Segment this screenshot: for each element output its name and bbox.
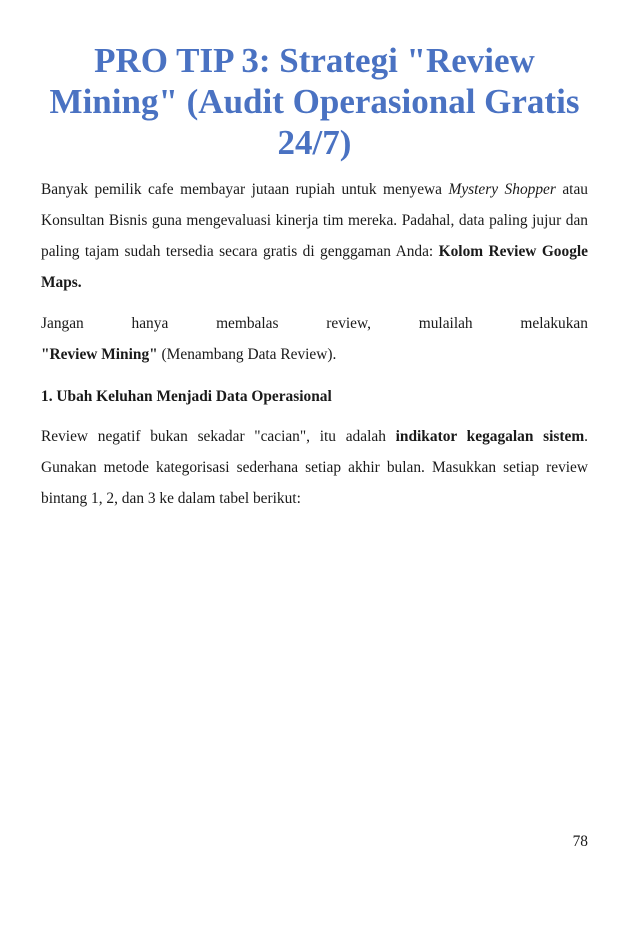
intro-text-middle: atau Konsultan Bisnis guna mengevaluasi kinerja tim mereka. Padahal, data paling jujur dan paling tajam sudah tersedia secara gratis di genggaman Anda:	[41, 181, 588, 260]
page-number: 78	[572, 833, 588, 850]
review-mining-term: "Review Mining"	[41, 346, 158, 363]
word: melakukan	[520, 315, 588, 332]
system-failure-indicator-emphasis: indikator kegagalan sistem	[395, 428, 585, 445]
intro-paragraph	[41, 174, 588, 298]
word: hanya	[131, 315, 169, 332]
complaint-data-paragraph	[41, 421, 588, 514]
section-heading: 1. Ubah Keluhan Menjadi Data Operasional	[41, 388, 332, 405]
review-mining-text-end: (Menambang Data Review).	[157, 346, 337, 363]
document-page	[41, 40, 588, 514]
word: Jangan	[41, 315, 84, 332]
word: membalas	[216, 315, 279, 332]
complaint-text-end: . Gunakan metode kategorisasi sederhana setiap akhir bulan. Masukkan setiap review bintang 1, 2, dan 3 ke dalam tabel berikut:	[41, 428, 589, 507]
word: review,	[326, 315, 371, 332]
word: mulailah	[418, 315, 473, 332]
page-title: PRO TIP 3: Strategi "Review Mining" (Audit Operasional Gratis 24/7)	[49, 41, 580, 162]
intro-text-start: Banyak pemilik cafe membayar jutaan rupiah untuk menyewa	[41, 181, 449, 198]
complaint-text-start: Review negatif bukan sekadar "cacian", itu adalah	[41, 428, 396, 445]
review-mining-first-line	[41, 308, 588, 339]
google-maps-review-emphasis: Kolom Review Google Maps.	[41, 243, 588, 291]
review-mining-paragraph	[41, 308, 588, 370]
mystery-shopper-term: Mystery Shopper	[448, 181, 556, 198]
